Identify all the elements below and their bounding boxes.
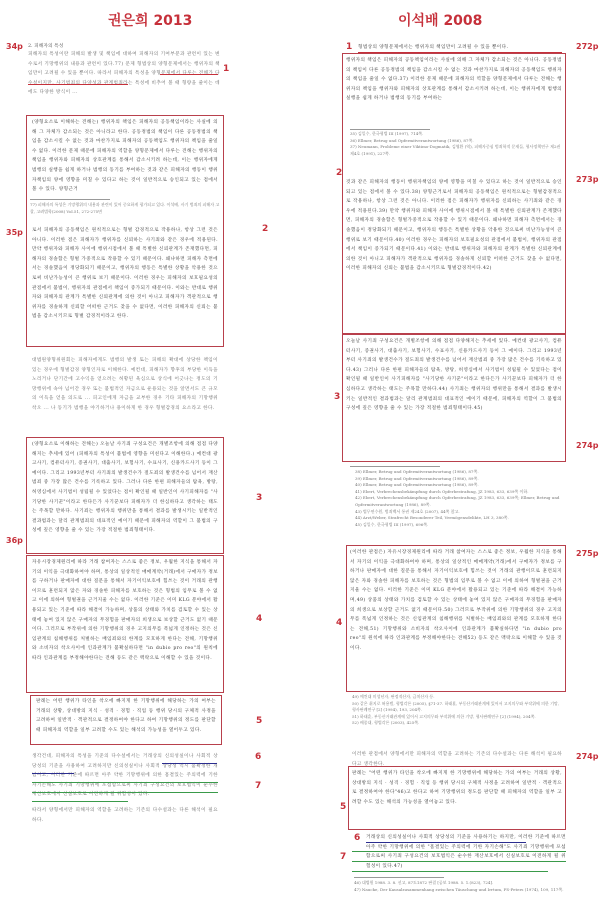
page-label-274p-b: 274p xyxy=(576,752,599,761)
underline-1b xyxy=(28,84,128,85)
marker-6-left: 6 xyxy=(255,752,262,762)
footnote-46: 46) 대법원 1988. 3. 8. 선고, 87도1872 판결 [공보 1988. 5. 1.(823), 724]. xyxy=(354,880,494,885)
footnote-36: 36) Ellmer, Betrug und Opfermitverantwortung (1986), 87쪽. xyxy=(350,137,474,143)
right-box2-text-a: 행위자의 책임은 피해자의 공동책임이라는 사실에 의해 그 자체가 감소되는 것은 아니다. 공동정범의 책임이 다른 공동정범의 책임을 감소시킬 수 없는 것과 마찬가지로 피해자의 공동책임도 행위자의 책임을 줄일 수 없다.37) 이러한 문제 때문에 피해자의 역할을 양형문제에서 다루는 견해는 행위자의 책임을 행위자와 피해자의 상호관계를 통해서 감소시키려 하는데, 이는 행위자에게 범행의 실행을 쉽게 하거나 범행의 동기를 부여하는 xyxy=(346,58,562,102)
footnote-51: 51) 하태훈, 부동산거래관계에 있어서 고지의무와 부작위에 의한 기망, 형사판례연구 [2] (1994), 204쪽. xyxy=(352,713,536,719)
right-para-5-lead: 이러한 관점에서 양형에서만 피해자의 역할을 고려하는 기존의 다수설과는 다른 해석이 필요하다고 생각한다. xyxy=(352,752,562,767)
marker-2-right: 2 xyxy=(336,168,343,178)
footnote-divider-right-b xyxy=(350,466,440,467)
footnote-39: 39) Ellmer, Betrug und Opfermitverantwortung (1986), 89쪽. xyxy=(355,475,479,481)
underline-1a xyxy=(160,74,218,75)
underline-6a-left xyxy=(162,763,217,764)
right-source-title: 이석배 2008 xyxy=(398,13,483,29)
marker-3-left: 3 xyxy=(256,493,263,503)
footnote-52: 52) 배종대, 형법각론 (2003), 425쪽. xyxy=(352,720,420,726)
left-source-title: 권은희 2013 xyxy=(108,13,193,29)
left-intro-paragraph: 피해자의 특성이란 피해의 발생 및 책임에 대하여 피해자의 기여부분과 관련이 있는 변수로서 기망행위의 내용과 관련이 있다.77) 문제 형법상의 양형문제에서는 행위자의 책임만이 고려될 수 있을 뿐이다. 따라서 피해자의 특성을 양형문제에서 다루는 견해가 다수설이지만, 사기범죄의 다양성과 관계범죄라는 특성에 비추어 볼 때 형량을 줄이는 데에도 다양한 방식이 ... xyxy=(28,52,220,96)
footnote-divider-right-d xyxy=(354,877,444,878)
footnote-50: 50) 같은 취지로 허용범, 형법각론 (2005), §71-37. 하태훈, 부동산거래관계에 있어서 고지의무와 부작위에 의한 기망, 형사판례연구 [2] (1994), 193, 204쪽. xyxy=(352,700,560,713)
marker-7-left: 7 xyxy=(255,781,262,791)
marker-2-left: 2 xyxy=(262,224,269,234)
marker-5-right: 5 xyxy=(340,802,347,812)
marker-5-left: 5 xyxy=(256,716,263,726)
underline-7c-right xyxy=(352,871,548,872)
right-footnotes-49-52 xyxy=(352,694,564,738)
right-box4-text: (이러한 관점은) 자유시장경제원리에 따라 거래 참여자는 스스로 좋은 정보, 우월한 지식을 통해서 자기의 이익을 극대화하여야 하며, 통상의 일상적인 매매계약(거래)에서 구매자가 정보를 구하거나 판매자에 대한 질문을 통해서 자기이익보호에 힘쓰는 것이 거래의 관행이므로 훈련되지 않은 자와 경솔한 피해자를 보호하는 것은 형법의 임무로 볼 수 없고 이에 의하여 형벌권을 근거지울 수는 없다. 이러한 기준은 이미 KLG 분야에서 활용되고 있는 기준에 따라 해결이 가능하며,49) 상품의 상태와 가치를 검토할 수 있는 상태에 놓여 있지 않은 구매자의 무경험을 판매자의 희생으로 보상할 근거도 없기 때문이다.50) 그러므로 부작위에 의한 기망행위의 경우 고지의무를 폭넓게 인정하는 것은 신임관계의 침해행위를 처벌하는 배임죄와의 관계를 모호하게 한다는 견해,51) 기망행위와 소비자의 착오사이에 인과관계가 불확실하다면 "in dubio pro reo"의 원칙에 따라 인과관계를 부정해야한다는 견해52) 등도 같은 맥락으로 이해할 수 있을 것이다. xyxy=(350,550,562,651)
underline-6b-left xyxy=(32,773,74,774)
page-label-36p: 36p xyxy=(6,536,23,545)
right-footnotes-46-47 xyxy=(354,880,566,908)
left-para-6-7: 생각건대, 피해자의 특성을 기준의 다수설에서는 거래상의 신의성실이나 사회적 상당성의 기준을 사용하여 고려하지만 신의성실이나 사회적 상당성 역시 불확정한 개념이고, 이러한 기준에 따르면 아주 약한 기망행위에 의한 흠결있는 주의력에 기한 자기손해도 사기죄 기망행위에 포섭함으로써 사기죄 구성요건의 보호법익이 순수한 재산보호에서 신실보호로 이전하게 될 위험성이 있다. xyxy=(32,754,218,798)
footnote-44: 44) Arzt/Weber, Strafrecht Besonderer Teil, Vermögensdelikte, LH 3, 380쪽. xyxy=(355,515,509,521)
page-label-273p: 273p xyxy=(576,175,599,184)
marker-6-right: 6 xyxy=(354,833,361,843)
left-box3-text: (양형요소로 이해하는 견해는) 오늘날 사기죄 구성요건은 개별조항에 의해 점점 다양해지는 추세에 있어 (피해자의 특성이 불법에 영향을 미친다고 이해한다.) 예컨대 광고사기, 컴퓨터사기, 증권사기, 대출사기, 보험사기, 수표사기, 신용카드사기 등이 그 예이다. 그리고 1993년부터 사기죄의 발생건수가 절도죄의 발생건수를 넘어서 재산범죄 중 가장 많은 건수를 기록하고 있다. 그러나 다른 한편 피해자들의 탐욕, 방탕, 허영심에서 사기범이 성립될 수 있었다는 점이 확인될 때 일반인이 사기피해자를 "사기당한 사기꾼"이라고 한다든가 사기꾼보다 피해자가 더 한심하다고 생각하는 태도는 주목할 만하다. 사기죄는 행위자의 행위만을 통해서 결과를 발생시키는 일반적인 결과범과는 달리 관계범죄의 대표적인 예이기 때문에 피해자의 역할이 그 불법의 구성에 깊은 영향을 줄 수 있는 가장 적절한 범죄형태이다. xyxy=(32,442,218,534)
underline-7c-left xyxy=(32,801,128,802)
marker-3-right: 3 xyxy=(334,392,341,402)
footnote-37: 37) Neumann, Probleme einer Viktimo-Dogmatik, 김영환 (역), 피해자중심 범죄학적 문제들, 형사정책연구 제2권 제4호 (1991), 227쪽. xyxy=(350,144,561,156)
page-label-274p: 274p xyxy=(576,441,599,450)
right-box3-text: 오늘날 사기죄 구성요건은 개별조항에 의해 점점 다양해지는 추세에 있다. 예컨대 광고사기, 컴퓨터사기, 증권사기, 대출사기, 보험사기, 수표사기, 신용카드사기 등이 그 예이다. 그리고 1993년부터 사기죄의 발생건수가 절도죄의 발생건수를 넘어서 재산범죄 중 가장 많은 건수를 기록하고 있다.43) 그러나 다른 한편 피해자들의 탐욕, 방탕, 허영심에서 사기범이 성립될 수 있었다는 점이 확인될 때 일반인이 사기피해자를 "사기당한 사기꾼"이라고 한다든가 사기꾼보다 피해자가 더 한심하다고 생각하는 태도는 주목할 만하다.44) 사기죄는 행위자의 행위만을 통해서 결과를 발생시키는 일반적인 결과범과는 달리 관계범죄의 대표적인 예이기 때문에, 피해자의 역할이 그 불법의 구성에 깊은 영향을 줄 수 있는 가장 적절한 범죄형태이다.45) xyxy=(346,339,562,412)
underline-7b-right xyxy=(352,861,566,862)
footnote-47: 47) Naucke, Der Kausalzusammenhang zwischen Täuschung und Irrtum, FS-Peters (1974), 109, 117쪽. xyxy=(354,886,564,892)
page-label-275p: 275p xyxy=(576,549,599,558)
right-footnotes-35-37 xyxy=(350,131,562,163)
marker-4-left: 4 xyxy=(256,614,263,624)
left-box2-text-a: (양형요소로 이해하는 견해는) 행위자의 책임은 피해자의 공동책임이라는 사실에 의해 그 자체가 감소되는 것은 아니라고 한다. 공동정범의 책임이 다른 공동정범의 책임을 감소시킬 수 없는 것과 마찬가지로 피해자의 공동책임도 행위자의 책임을 줄일 수 없다. 이러한 문제 때문에 피해자의 역할을 양형문제에서 다루는 견해는 행위자의 책임을 행위자와 피해자의 상호관계를 통해서 감소시키려 하는데, 이는 행위자에게 범행의 실행을 쉽게 하거나 범행의 동기를 부여하는 것과 같은 피해자의 행동이 행위자책임의 양에 영향을 미칠 수 있다고 하는 것이 일반적으로 승인되고 있는 점에서 볼 수 있다. 양형근거 xyxy=(32,120,218,193)
marker-1-left: 1 xyxy=(223,64,230,74)
left-box5-text: 판례는 어떤 행위가 타인을 착오에 빠지게 한 기망행위에 해당하는 가의 여부는 거래의 상황, 상대방의 지식 · 성격 · 경험 · 직업 등 행위 당시의 구체적 사정을 고려하여 일반적 · 객관적으로 결정하여야 한다고 하여 기망행위의 정도를 판단할 때 피해자의 역할을 일부 고려할 수도 있는 해석의 가능성을 열어두고 있다. xyxy=(36,699,216,733)
footnote-divider-right-a xyxy=(350,129,430,130)
underline-6-right xyxy=(366,842,526,843)
left-middle-paragraph: 대법원양형위원회는 피해자에게도 범행의 발생 또는 피해의 확대에 상당한 책임이 있는 경우에 형벌감경 양형인자로 이해한다. 예컨대, 피해자가 향후의 부당한 이득을 노리거나 단기간에 고수익을 얻으려는 허황된 욕심으로 상식에 어긋나는 정도의 기망행위에 속아 넘어간 경우 또는 불법적인 자금으로 운용되는 것을 알면서도 큰 규모의 이득을 얻을 의도로 ... 피고인에게 자금을 교부한 경우 기타 피해자의 기망행위 착오 ... 나 동기가 범행을 야기하거나 용이하게 한 경우 형벌감경의 요소라고 한다. xyxy=(32,358,218,411)
footnote-42: 42) Ebert, Verbrechensbekämpfung durch Opferbestrafung, JZ 1983, 633, 639쪽; Ellmer, Betrug und Opfermitverantwortung (1986), 89쪽. xyxy=(355,495,560,507)
underline-7a-left xyxy=(32,782,218,783)
left-footnote-77: 77) 피해자의 특성은 기망행위의 내용과 관련이 있어 중요하게 평가되고 있다. 이석배, 사기 범죄의 피해자 고찰, 고려법학(2008) Vol.51, 272-275면 xyxy=(30,202,220,214)
left-box2-text-b: 로서 피해자의 공동책임은 원칙적으로는 형벌 감경적으로 작용하나, 항상 그런 것은 아니다. 이러한 점은 피해자가 행위자를 신뢰하는 사기죄와 같은 경우에 적용된다. 만약 행위자와 피해자 사이에 행위시점에서 볼 때 특별한 신뢰관계가 존재했다면, 피해자의 경솔함은 형벌 가중적으로 작용할 수 있기 때문이다. 왜냐하면 피해자 측면에서는 경솔했음이 정당화되기 때문이고, 행위자의 행동은 특별한 상황을 악용한 것으로써 비난가능성이 큰 행위로 보기 때문이다. 이러한 경우는 피해자의 보호필요성의 관점에서 불법이, 행위자의 관점에서 책임이 증가되기 때문이다. 이와는 반대로 행위자와 피해자의 관계가 특별한 신뢰관계에 의한 것이 아니고 피해자가 객관적으로 행위자를 경솔하게 신뢰할 어떠한 근거도 찾을 수 없다면, 이러한 피해자의 신뢰는 불법을 감소시키므로 형벌 감경적이라고 한다. xyxy=(32,228,218,320)
marker-4-right: 4 xyxy=(336,618,343,628)
marker-7-right: 7 xyxy=(340,852,347,862)
footnote-40: 40) Ellmer, Betrug und Opfermitverantwortung (1986), 89쪽. xyxy=(355,482,479,488)
underline-7a-right xyxy=(352,851,566,852)
right-para-6-7: 거래상의 신의성실이나 사회적 상당성의 기준을 사용하기는 하지만, 이러한 기준에 따르면 아주 약한 기망행위에 의한 "흠결있는 주의력에 기한 자기손해"도 사기죄 기망행위에 포섭함으로써 사기죄 구성요건의 보호법익은 순수한 재산보호에서 신실보호로 이전하게 될 위험성이 있다.47) xyxy=(366,835,566,869)
right-box5-text: 판례는 "어떤 행위가 타인을 착오에 빠지게 한 기망행위에 해당하는 가의 여부는 거래의 상황, 상대방의 지식 · 성격 · 경험 · 직업 등 행위 당시의 구체적 사정을 고려하여 일반적 · 객관적으로 결정하여야 한다"46)고 한다고 하여 기망행위의 정도를 판단할 때 피해자의 역할을 일부 고려할 수도 있는 해석의 가능성을 열어놓고 있다. xyxy=(352,771,562,805)
page-label-272p: 272p xyxy=(576,42,599,51)
section-heading: 2. 피해자의 특성 xyxy=(28,44,64,49)
footnote-divider xyxy=(30,199,110,200)
marker-1-right: 1 xyxy=(346,42,353,52)
page-label-34p: 34p xyxy=(6,42,23,51)
footnote-43: 43) 법무연수원, 범죄백서 통권 제24호 (2007), 44쪽 참고. xyxy=(355,508,460,514)
right-line-1: 형법상의 양형문제에서는 행위자의 책임만이 고려될 수 있을 뿐이다. xyxy=(358,45,509,50)
page-label-35p: 35p xyxy=(6,228,23,237)
footnote-49: 49) 예컨대 미성년자, 판정적산자, 금치산자 등. xyxy=(352,694,435,699)
footnote-35: 35) 김일수, 한국형법 III (1997), 714쪽. xyxy=(350,131,424,136)
footnote-38: 38) Ellmer, Betrug und Opfermitverantwortung (1986), 87쪽. xyxy=(355,469,479,474)
footnote-45: 45) 김일수, 한국형법 III (1997), 696쪽. xyxy=(355,521,429,527)
left-box4-text: 자유시장경제원리에 따라 거래 참여자는 스스로 좋은 정보, 우월한 지식을 통해서 자기의 이익을 극대화하여야 하며, 통상의 일상적인 매매계약(거래)에서 구매자가 정보를 구하거나 판매자에 대한 질문을 통해서 자기이익보호에 힘쓰는 것이 거래의 관행이므로 훈련되지 않은 자와 경솔한 피해자를 보호하는 것은 형법의 임무로 볼 수 없고 이에 의하여 형벌권을 근거지울 수는 없다. 이러한 기준은 이미 KLG 분야에서 활용되고 있는 기준에 따라 해결이 가능하며, 상품의 상태와 가치를 검토할 수 있는 상태에 놓여 있지 않은 구매자의 무경험을 판매자의 희생으로 보상할 근거도 없기 때문이다. 그러므로 부작위에 의한 기망행위의 경우 고지의무를 폭넓게 인정하는 것은 신임관계의 침해행위를 처벌하는 배임죄와의 한계를 모호하게 한다는 견해, 기망행위와 소비자의 착오사이에 인과관계가 불확실하다면 "in dubio pro reo"의 원칙에 따라 인과관계를 부정해야한다는 견해 등도 같은 맥락으로 이해할 수 있을 것이다. xyxy=(32,560,218,661)
right-footnotes-38-45 xyxy=(355,469,565,531)
footnote-41: 41) Ebert, Verbrechensbekämpfung durch Opferbestrafung, JZ 1983, 633, 639쪽 이하. xyxy=(355,488,529,494)
left-closing-paragraph: 따라서 양형에서만 피해자의 역할을 고려하는 기존의 다수설과는 다른 해석이 필요하다. xyxy=(32,808,218,823)
underline-7b-left xyxy=(32,792,218,793)
right-box2-text-b: 것과 같은 피해자의 행동이 행위자책임의 양에 영향을 미칠 수 있다고 하는 것이 일반적으로 승인되고 있는 점에서 볼 수 있다.38) 양형근거로서 피해자의 공동책임은 원칙적으로는 형벌감경적으로 작용하나, 항상 그런 것은 아니다. 이러한 점은 피해자가 행위자를 신뢰하는 사기죄와 같은 경우에 적용된다.39) 만약 행위자와 피해자 사이에 행위시점에서 볼 때 특별한 신뢰관계가 존재했다면, 피해자의 경솔함은 형벌가중적으로 작용할 수 있기 때문이다. 왜냐하면 피해자 측면에서는 경솔했음이 정당화되기 때문이고, 행위자의 행동은 특별한 상황을 악용한 것으로써 비난가능성이 큰 행위로 보기 때문이다.40) 이러한 경우는 피해자의 보호필요성의 관점에서 불법이, 행위자의 관점에서 책임이 증가되기 때문이다.41) 이와는 반대로 행위자와 피해자의 관계가 특별한 신뢰관계에 의한 것이 아니고 피해자가 객관적으로 행위자를 경솔하게 신뢰할 어떠한 근거도 찾을 수 없다면, 이러한 피해자의 신뢰는 불법을 감소시키므로 형벌감경적이다.42) xyxy=(346,180,562,272)
